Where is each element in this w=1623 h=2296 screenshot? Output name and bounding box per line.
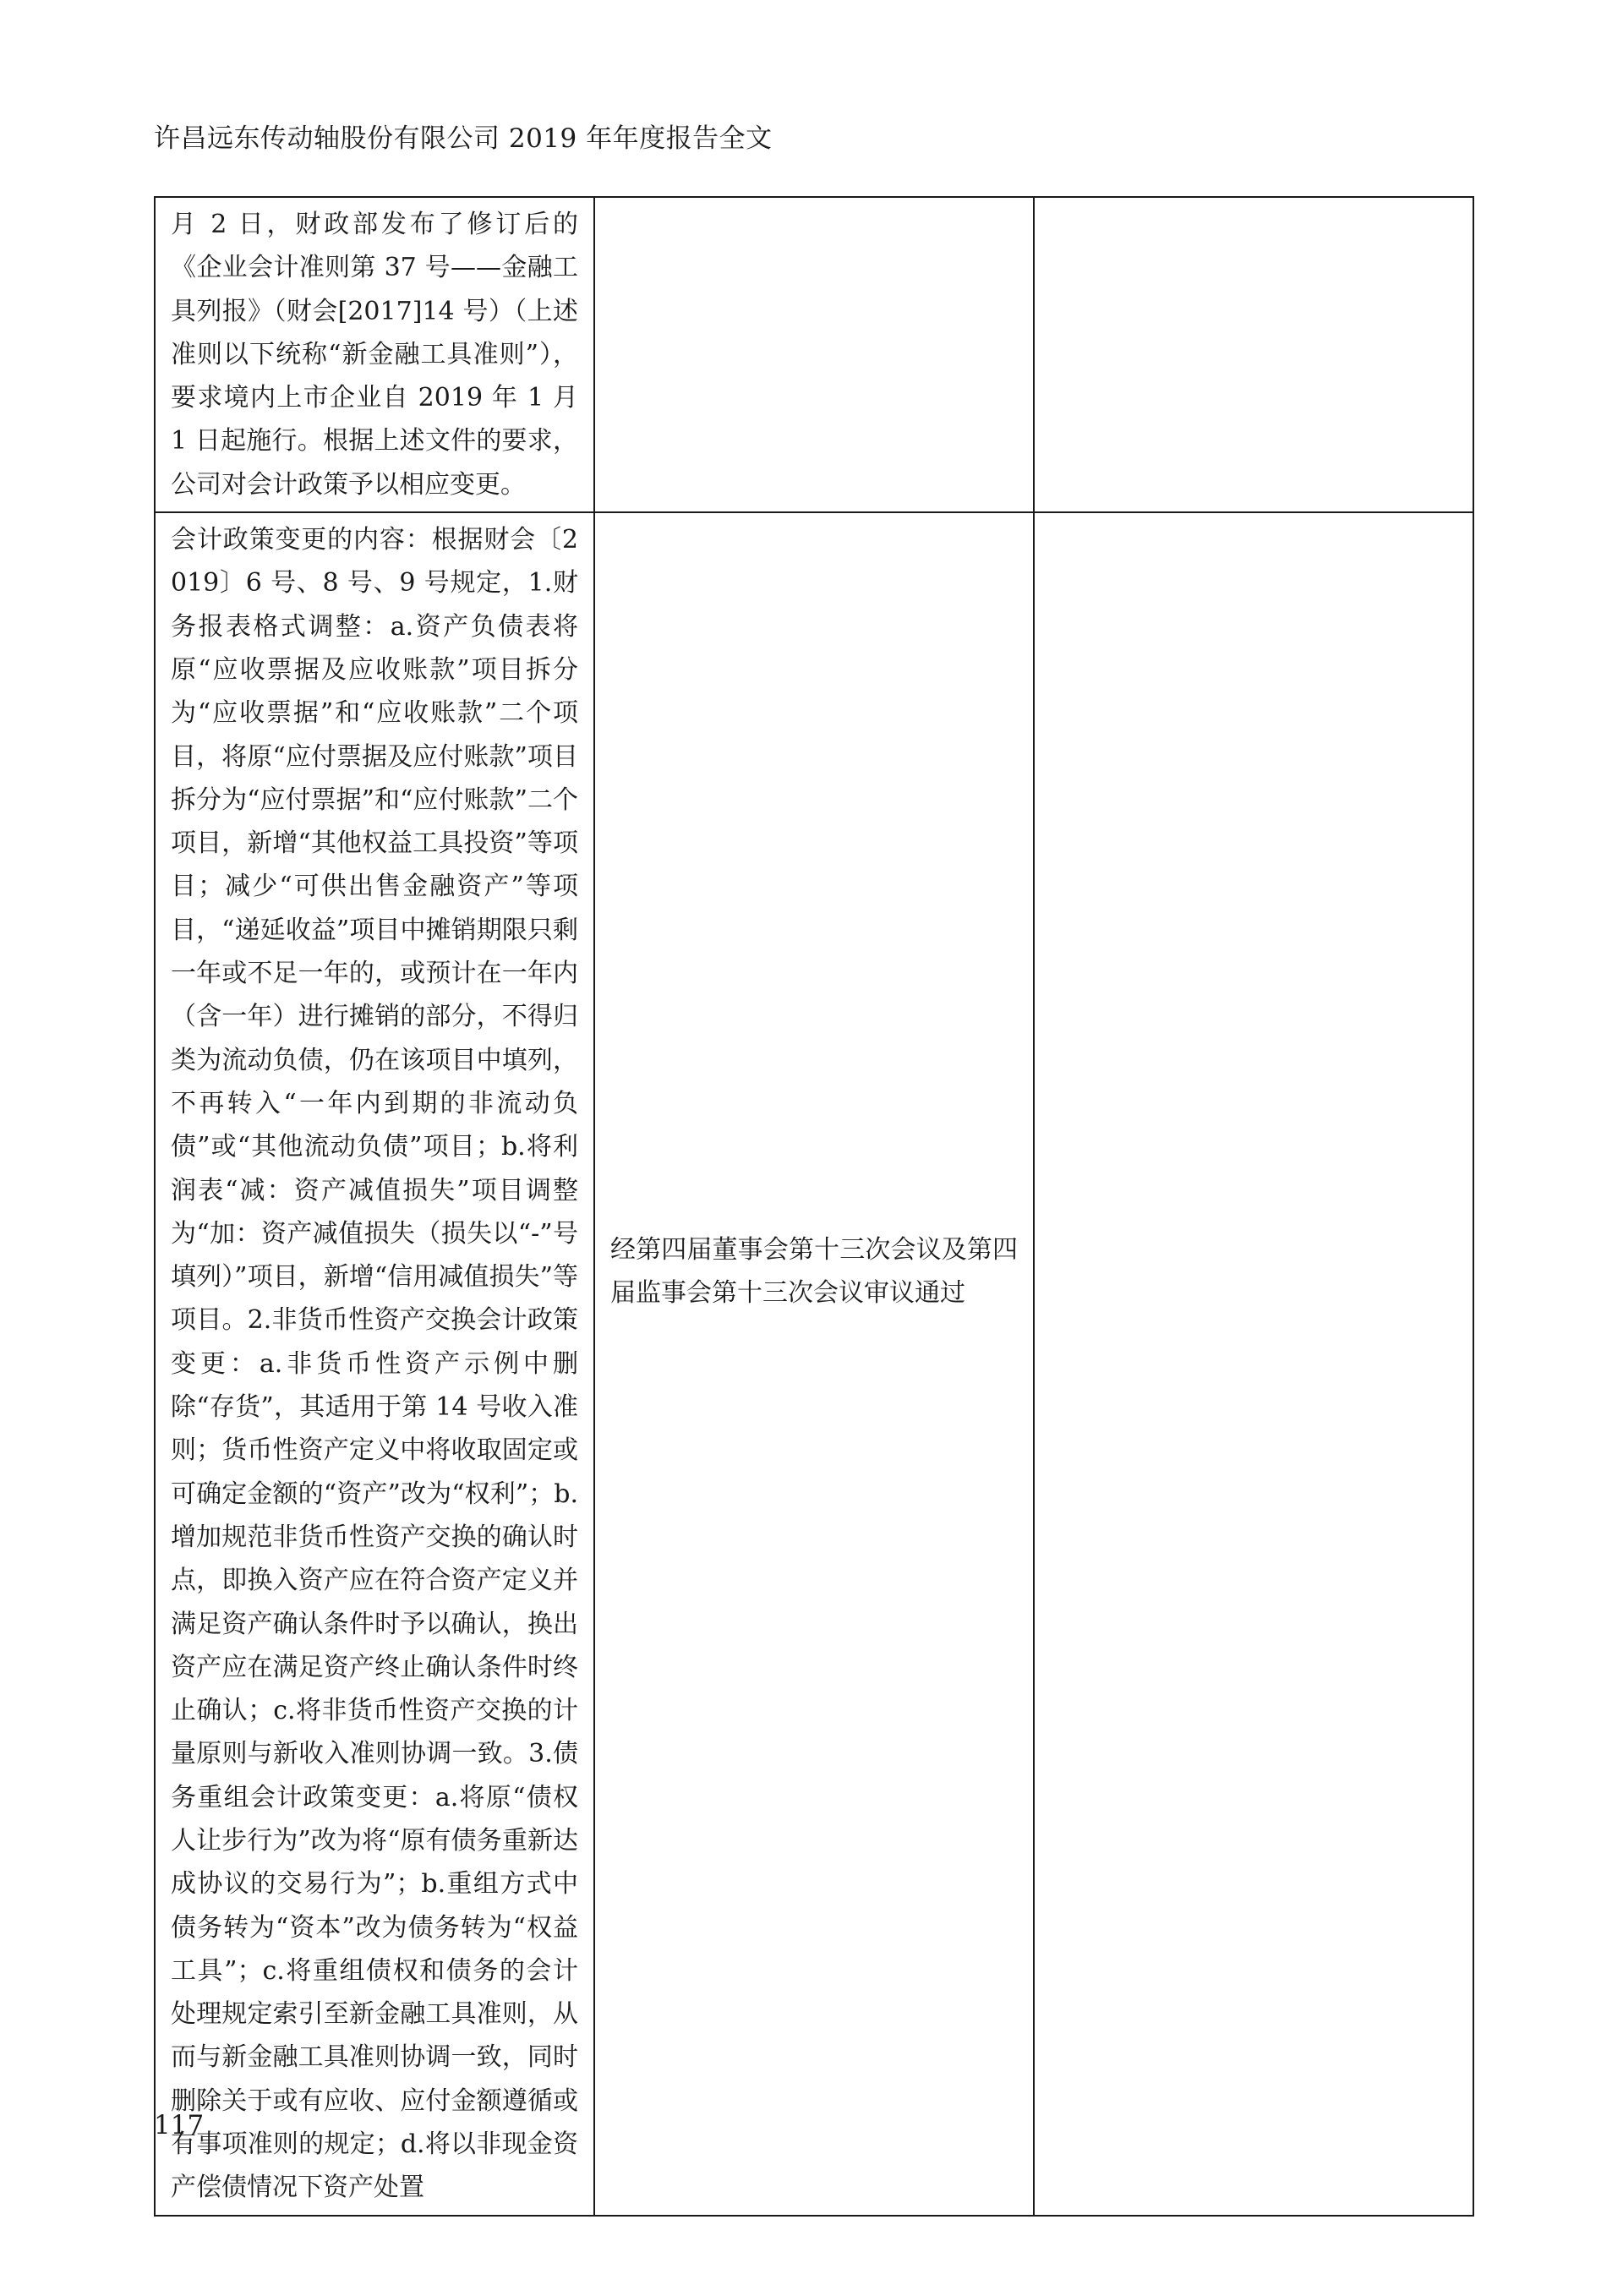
accounting-policy-change-table <box>154 196 1474 2217</box>
policy-change-content-cell: 月 2 日，财政部发布了修订后的《企业会计准则第 37 号——金融工具列报》（财会[2017]14 号）（上述准则以下统称“新金融工具准则”），要求境内上市企业自 2019 年 1 月 1 日起施行。根据上述文件的要求，公司对会计政策予以相应变更。 <box>155 197 594 512</box>
approval-procedure-cell <box>594 197 1034 512</box>
page-number: 117 <box>154 2110 205 2140</box>
table-row <box>155 197 1473 512</box>
table-row <box>155 512 1473 2216</box>
policy-change-content-cell: 会计政策变更的内容：根据财会〔2019〕6 号、8 号、9 号规定，1.财务报表格式调整：a.资产负债表将原“应收票据及应收账款”项目拆分为“应收票据”和“应收账款”二个项目，将原“应付票据及应付账款”项目拆分为“应付票据”和“应付账款”二个项目，新增“其他权益工具投资”等项目；减少“可供出售金融资产”等项目，“递延收益”项目中摊销期限只剩一年或不足一年的，或预计在一年内（含一年）进行摊销的部分，不得归类为流动负债，仍在该项目中填列，不再转入“一年内到期的非流动负债”或“其他流动负债”项目；b.将利润表“减：资产减值损失”项目调整为“加：资产减值损失（损失以“-”号填列）”项目，新增“信用减值损失”等项目。2.非货币性资产交换会计政策变更：a.非货币性资产示例中删除“存货”，其适用于第 14 号收入准则；货币性资产定义中将收取固定或可确定金额的“资产”改为“权利”；b.增加规范非货币性资产交换的确认时点，即换入资产应在符合资产定义并满足资产确认条件时予以确认，换出资产应在满足资产终止确认条件时终止确认；c.将非货币性资产交换的计量原则与新收入准则协调一致。3.债务重组会计政策变更：a.将原“债权人让步行为”改为将“原有债务重新达成协议的交易行为”；b.重组方式中债务转为“资本”改为债务转为“权益工具”；c.将重组债权和债务的会计处理规定索引至新金融工具准则，从而与新金融工具准则协调一致，同时删除关于或有应收、应付金额遵循或有事项准则的规定；d.将以非现金资产偿债情况下资产处置 <box>155 512 594 2216</box>
approval-procedure-text: 经第四届董事会第十三次会议及第四届监事会第十三次会议审议通过 <box>610 1235 1018 1309</box>
report-header-title: 许昌远东传动轴股份有限公司 2019 年年度报告全文 <box>154 123 773 154</box>
remark-cell <box>1034 197 1473 512</box>
approval-procedure-cell <box>594 512 1034 2216</box>
remark-cell <box>1034 512 1473 2216</box>
